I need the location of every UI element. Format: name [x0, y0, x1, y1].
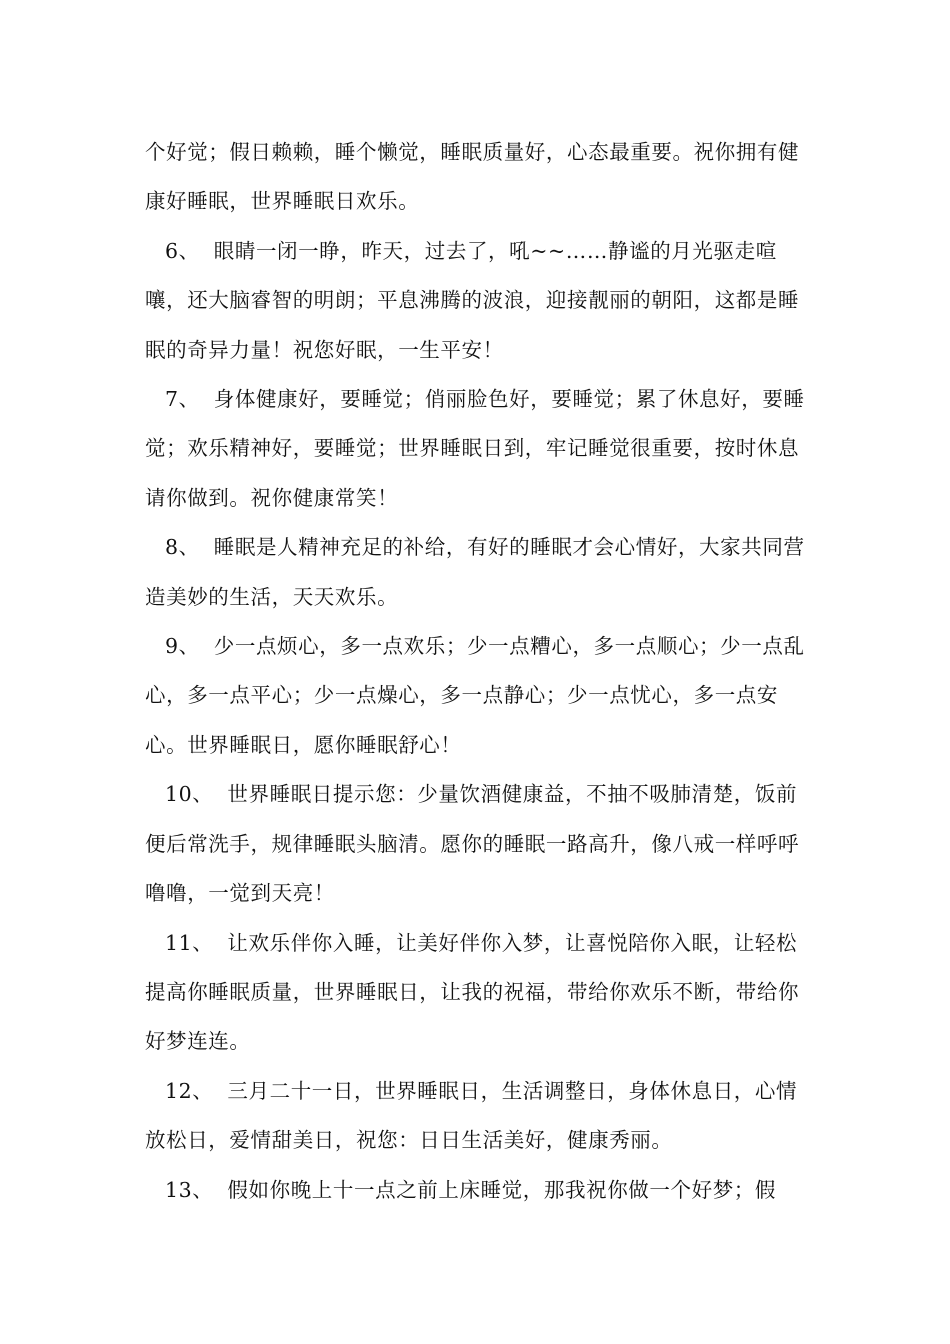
paragraph-text: 三月二十一日，世界睡眠日，生活调整日，身体休息日，心情放松日，爱情甜美日，祝您：日日生活美好，健康秀丽。	[145, 1078, 798, 1153]
paragraph-text: 少一点烦心，多一点欢乐；少一点糟心，多一点顺心；少一点乱心，多一点平心；少一点燥心，多一点静心；少一点忧心，多一点安心。世界睡眠日，愿你睡眠舒心！	[145, 634, 805, 757]
paragraph-item-11	[145, 919, 813, 1067]
paragraph-number: 8、	[165, 535, 200, 560]
paragraph-item-13	[145, 1166, 813, 1215]
paragraph-text: 个好觉；假日赖赖，睡个懒觉，睡眠质量好，心态最重要。祝你拥有健康好睡眠，世界睡眠日欢乐。	[145, 140, 800, 214]
paragraph-text: 身体健康好，要睡觉；俏丽脸色好，要睡觉；累了休息好，要睡觉；欢乐精神好，要睡觉；世界睡眠日到，牢记睡觉很重要，按时休息请你做到。祝你健康常笑！	[145, 387, 805, 510]
paragraph-number: 6、	[165, 238, 200, 263]
paragraph-number: 7、	[165, 387, 200, 412]
paragraph-continuation	[145, 128, 813, 227]
paragraph-item-12	[145, 1067, 813, 1166]
paragraph-item-7	[145, 375, 813, 523]
paragraph-number: 9、	[165, 634, 200, 659]
paragraph-text: 睡眠是人精神充足的补给，有好的睡眠才会心情好，大家共同营造美妙的生活，天天欢乐。	[145, 535, 805, 609]
paragraph-text: 眼睛一闭一睁，昨天，过去了，吼~~……静谧的月光驱走喧嚷，还大脑睿智的明朗；平息沸腾的波浪，迎接靓丽的朝阳，这都是睡眠的奇异力量！祝您好眠，一生平安！	[145, 238, 800, 362]
document-body	[145, 128, 813, 1215]
paragraph-text: 假如你晚上十一点之前上床睡觉，那我祝你做一个好梦；假	[227, 1177, 776, 1202]
paragraph-number: 10、	[165, 782, 214, 807]
paragraph-number: 13、	[165, 1177, 214, 1202]
paragraph-item-6	[145, 227, 813, 375]
paragraph-item-8	[145, 523, 813, 622]
paragraph-item-9	[145, 622, 813, 770]
paragraph-text: 世界睡眠日提示您：少量饮酒健康益，不抽不吸肺清楚，饭前便后常洗手，规律睡眠头脑清。愿你的睡眠一路高升，像八戒一样呼呼噜噜，一觉到天亮！	[145, 782, 800, 906]
paragraph-item-10	[145, 770, 813, 918]
paragraph-number: 12、	[165, 1078, 214, 1103]
paragraph-text: 让欢乐伴你入睡，让美好伴你入梦，让喜悦陪你入眠，让轻松提高你睡眠质量，世界睡眠日，让我的祝福，带给你欢乐不断，带给你好梦连连。	[145, 930, 800, 1054]
paragraph-number: 11、	[165, 930, 214, 955]
